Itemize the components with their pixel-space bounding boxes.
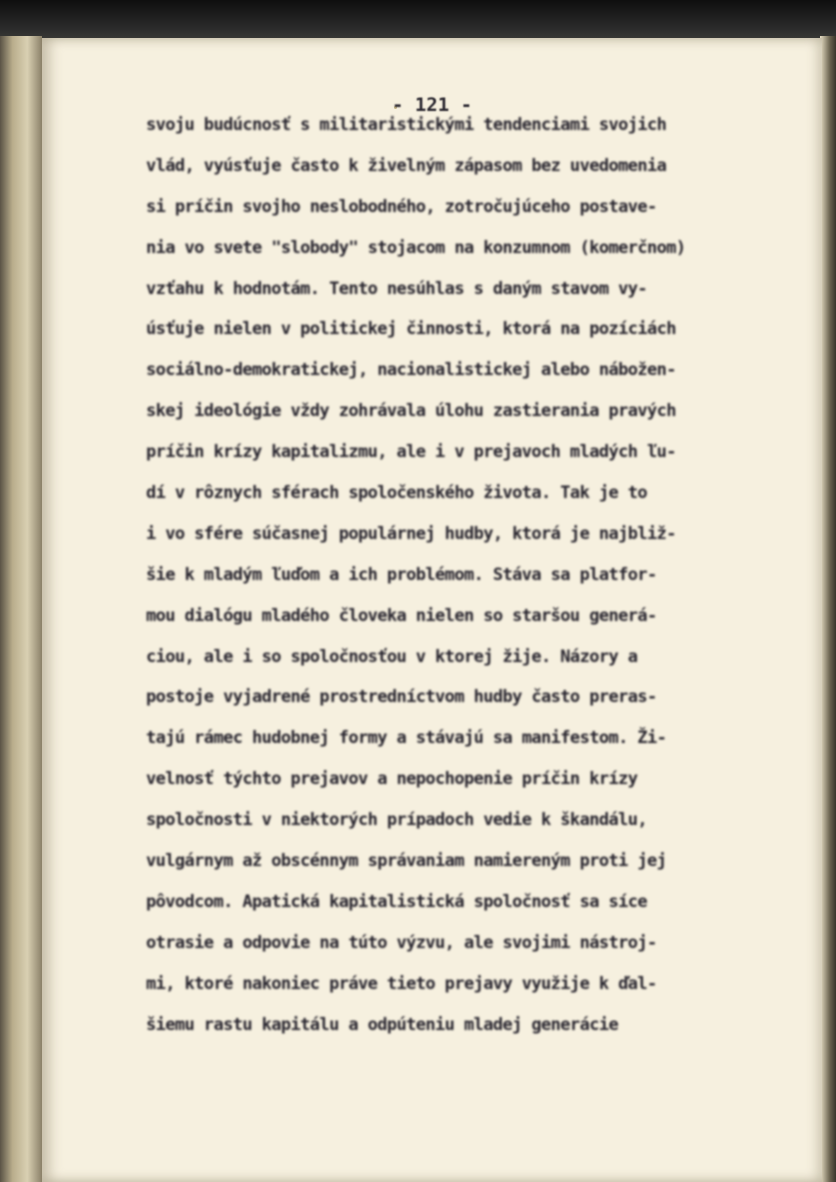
text-line: i vo sfére súčasnej populárnej hudby, ktorá je najbliž- [146,523,676,544]
text-line: vzťahu k hodnotám. Tento nesúhlas s daným stavom vy- [146,278,648,299]
scanner-top-border [0,0,836,40]
text-line: mou dialógu mladého človeka nielen so staršou generá- [146,605,657,626]
text-line: úsťuje nielen v politickej činnosti, ktorá na pozíciách [146,319,676,340]
book-binding-edge [0,36,42,1182]
text-line: pôvodcom. Apatická kapitalistická spoločnosť sa síce [146,891,648,912]
text-line: otrasie a odpovie na túto výzvu, ale svojimi nástroj- [146,932,657,953]
body-text [146,105,746,1045]
text-line: dí v rôznych sférach spoločenského života. Tak je to [146,483,648,504]
text-line: ciou, ale i so spoločnosťou v ktorej žije. Názory a [146,646,638,667]
text-line: vlád, vyúsťuje často k živelným zápasom bez uvedomenia [146,155,667,176]
text-line: mi, ktoré nakoniec práve tieto prejavy využije k ďal- [146,973,657,994]
text-line: velnosť týchto prejavov a nepochopenie príčin krízy [146,769,638,790]
text-line: si príčin svojho neslobodného, zotročujúceho postave- [146,196,657,217]
text-line: svoju budúcnosť s militaristickými tendenciami svojich [146,115,667,135]
page-number: - 121 - [391,94,473,116]
text-line: vulgárnym až obscénnym správaniam namiereným proti jej [146,851,667,872]
page-right-edge [820,36,836,1182]
text-line: skej ideológie vždy zohrávala úlohu zastierania pravých [146,401,676,422]
text-line: príčin krízy kapitalizmu, ale i v prejavoch mladých ľu- [146,442,676,463]
text-line: spoločnosti v niektorých prípadoch vedie k škandálu, [146,810,648,831]
text-line: postoje vyjadrené prostredníctvom hudby často preras- [146,687,657,708]
text-line: šiemu rastu kapitálu a odpúteniu mladej generácie [146,1014,619,1035]
text-line: šie k mladým ľuďom a ich problémom. Stáva sa platfor- [146,564,657,585]
text-line: tajú rámec hudobnej formy a stávajú sa manifestom. Ži- [146,728,667,749]
text-line: sociálno-demokratickej, nacionalistickej alebo nábožen- [146,360,676,381]
text-line: nia vo svete "slobody" stojacom na konzumnom (komerčnom) [146,237,686,258]
